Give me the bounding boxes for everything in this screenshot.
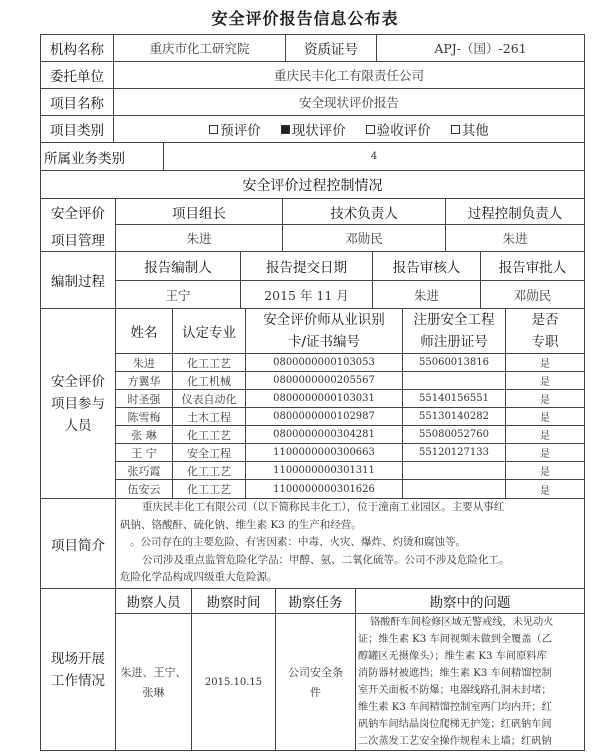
survey-label: 现场开展 工作情况 — [51, 651, 105, 689]
category-option-other[interactable]: 其他 — [451, 119, 489, 139]
participant-cert: 0800000000102987 — [273, 411, 375, 422]
client-label: 委托单位 — [50, 69, 104, 85]
participant-cert: 0800000000205567 — [273, 375, 375, 386]
participant-specialty: 化工工艺 — [187, 356, 231, 370]
participant-reg: 55140156551 — [419, 393, 489, 404]
issue-line: 维生素 K3 车间精馏控制室两门均内开；红 — [358, 702, 552, 713]
issue-line: 铬酸酐车间检修区域无警戒线，未见动火 — [370, 617, 554, 628]
participant-name: 陈雪梅 — [127, 410, 161, 424]
participant-cert: 1100000000300663 — [273, 447, 375, 458]
tech-label: 技术负责人 — [330, 205, 398, 222]
participant-specialty: 化工工艺 — [187, 464, 231, 478]
participant-fulltime: 是 — [540, 377, 550, 388]
page-title: 安全评价报告信息公布表 — [211, 9, 399, 28]
participant-specialty: 化工工艺 — [187, 428, 231, 442]
issue-line: 矾钠车间结晶岗位爬梯无护笼；红矾钠车间 — [358, 719, 552, 730]
control-value: 朱进 — [502, 231, 528, 246]
checkbox-checked-icon — [281, 125, 290, 134]
reviewer-value: 朱进 — [413, 287, 439, 303]
org-value: 重庆市化工研究院 — [149, 41, 250, 56]
participant-reg: 55080052760 — [419, 429, 489, 440]
tech-value: 邓勋民 — [345, 231, 383, 246]
participant-fulltime: 是 — [540, 413, 550, 424]
approver-value: 邓勋民 — [513, 287, 552, 303]
business-value: 4 — [370, 151, 378, 162]
participant-specialty: 安全工程 — [187, 446, 231, 460]
project-value: 安全现状评价报告 — [298, 95, 399, 110]
participant-name: 朱进 — [133, 356, 155, 370]
participant-fulltime: 是 — [540, 431, 550, 442]
col-specialty-header: 认定专业 — [182, 325, 236, 341]
participant-fulltime: 是 — [540, 449, 550, 460]
participant-reg — [403, 462, 505, 479]
participant-specialty: 化工机械 — [187, 374, 231, 388]
issue-line: 二次蒸发工艺安全操作规程未上墙；红矾钠 — [358, 736, 552, 747]
issue-line: 醇罐区无摄像头）；维生素 K3 车间原料库 — [358, 651, 547, 662]
intro-label: 项目简介 — [51, 537, 105, 554]
participant-fulltime: 是 — [540, 485, 550, 497]
survey-time-header: 勘察时间 — [206, 595, 261, 611]
intro-line: 。公司存在的主要危险、有害因素：中毒、火灾、爆炸、灼烫和腐蚀等。 — [130, 536, 466, 548]
participant-specialty: 化工工艺 — [187, 483, 231, 496]
participant-reg: 55130140282 — [419, 411, 489, 422]
leader-label: 项目组长 — [172, 205, 226, 222]
participant-name: 王 宁 — [131, 446, 157, 460]
date-value: 2015 年 11 月 — [264, 287, 349, 303]
category-option-current[interactable]: 现状评价 — [281, 119, 346, 139]
participant-cert: 0800000000304281 — [273, 429, 375, 440]
col-reg-header: 注册安全工程 师注册证号 — [413, 312, 495, 350]
intro-line: 矾钠、铬酸酐、硫化钠、维生素 K3 的生产和经营。 — [120, 518, 362, 531]
col-cert-header: 安全评价师从业识别 卡/证书编号 — [263, 312, 385, 350]
participant-name: 张 琳 — [131, 428, 157, 442]
participant-name: 张巧霞 — [127, 464, 161, 478]
participant-cert: 0800000000103053 — [273, 357, 375, 368]
checkbox-icon — [451, 125, 460, 134]
col-fulltime-header: 是否 专职 — [531, 312, 559, 350]
participants-label: 安全评价 项目参与 人员 — [51, 373, 105, 434]
participant-specialty: 仪表自动化 — [181, 392, 237, 406]
participant-name: 伍安云 — [127, 483, 161, 496]
participant-name: 方翼华 — [127, 374, 161, 388]
survey-people: 朱进、王宁、 张琳 — [120, 665, 187, 699]
participant-fulltime: 是 — [540, 395, 550, 406]
survey-issues-header: 勘察中的问题 — [429, 595, 511, 611]
survey-task: 公司安全条 件 — [288, 665, 343, 699]
participant-cert: 1100000000301626 — [273, 483, 375, 495]
participant-cert: 0800000000103031 — [273, 393, 375, 404]
category-option-pre[interactable]: 预评价 — [209, 119, 261, 139]
participant-reg — [403, 480, 505, 498]
issue-line: 室开关面板不防爆；电器线路孔洞未封堵； — [358, 685, 552, 696]
client-value: 重庆民丰化工有限责任公司 — [273, 68, 424, 83]
compiler-label: 报告编制人 — [144, 260, 212, 276]
leader-value: 朱进 — [186, 231, 212, 246]
reviewer-label: 报告审核人 — [392, 260, 461, 276]
survey-time: 2015.10.15 — [204, 677, 263, 688]
issue-line: 证；维生素 K3 车间视频未做到全覆盖（乙 — [358, 634, 552, 645]
cert-value: APJ-（国）-261 — [434, 41, 527, 56]
checkbox-icon — [209, 125, 218, 134]
date-label: 报告提交日期 — [266, 260, 347, 276]
cert-label: 资质证号 — [304, 42, 358, 58]
intro-line: 重庆民丰化工有限公司（以下简称民丰化工），位于潼南工业园区。主要从事红 — [142, 501, 505, 513]
approver-label: 报告审批人 — [498, 260, 567, 276]
intro-text — [120, 499, 582, 588]
category-options — [114, 116, 584, 142]
participant-specialty: 土木工程 — [187, 410, 231, 424]
category-option-acceptance[interactable]: 验收评价 — [366, 119, 431, 139]
mgmt-label-line1: 安全评价 — [51, 205, 105, 222]
col-name-header: 姓名 — [130, 325, 158, 341]
mgmt-label-line2: 项目管理 — [51, 232, 105, 249]
intro-line: 危险化学品构成四级重大危险源。 — [120, 571, 278, 583]
participant-reg: 55120127133 — [419, 447, 489, 458]
process-section-title: 安全评价过程控制情况 — [242, 177, 383, 194]
survey-issues — [358, 614, 584, 751]
business-label: 所属业务类别 — [44, 150, 125, 167]
compile-label: 编制过程 — [51, 274, 105, 290]
participant-reg — [403, 372, 505, 389]
participant-name: 时圣强 — [127, 392, 161, 406]
intro-line: 公司涉及重点监管危险化学品：甲醇、氨、二氧化硫等。公司不涉及危险化工。 — [142, 553, 510, 566]
category-label: 项目类别 — [50, 123, 104, 139]
compiler-value: 王宁 — [165, 287, 191, 303]
checkbox-icon — [366, 125, 375, 134]
survey-task-header: 勘察任务 — [288, 595, 343, 611]
issue-line: 消防器材被遮挡；维生素 K3 车间精馏控制 — [358, 668, 552, 679]
control-label: 过程控制负责人 — [467, 205, 563, 222]
participant-fulltime: 是 — [540, 467, 550, 478]
participant-cert: 1100000000301311 — [273, 465, 375, 476]
participant-reg: 55060013816 — [419, 357, 489, 368]
org-label: 机构名称 — [50, 42, 104, 58]
survey-people-header: 勘察人员 — [126, 595, 181, 611]
project-label: 项目名称 — [50, 96, 104, 112]
participant-fulltime: 是 — [540, 359, 550, 370]
